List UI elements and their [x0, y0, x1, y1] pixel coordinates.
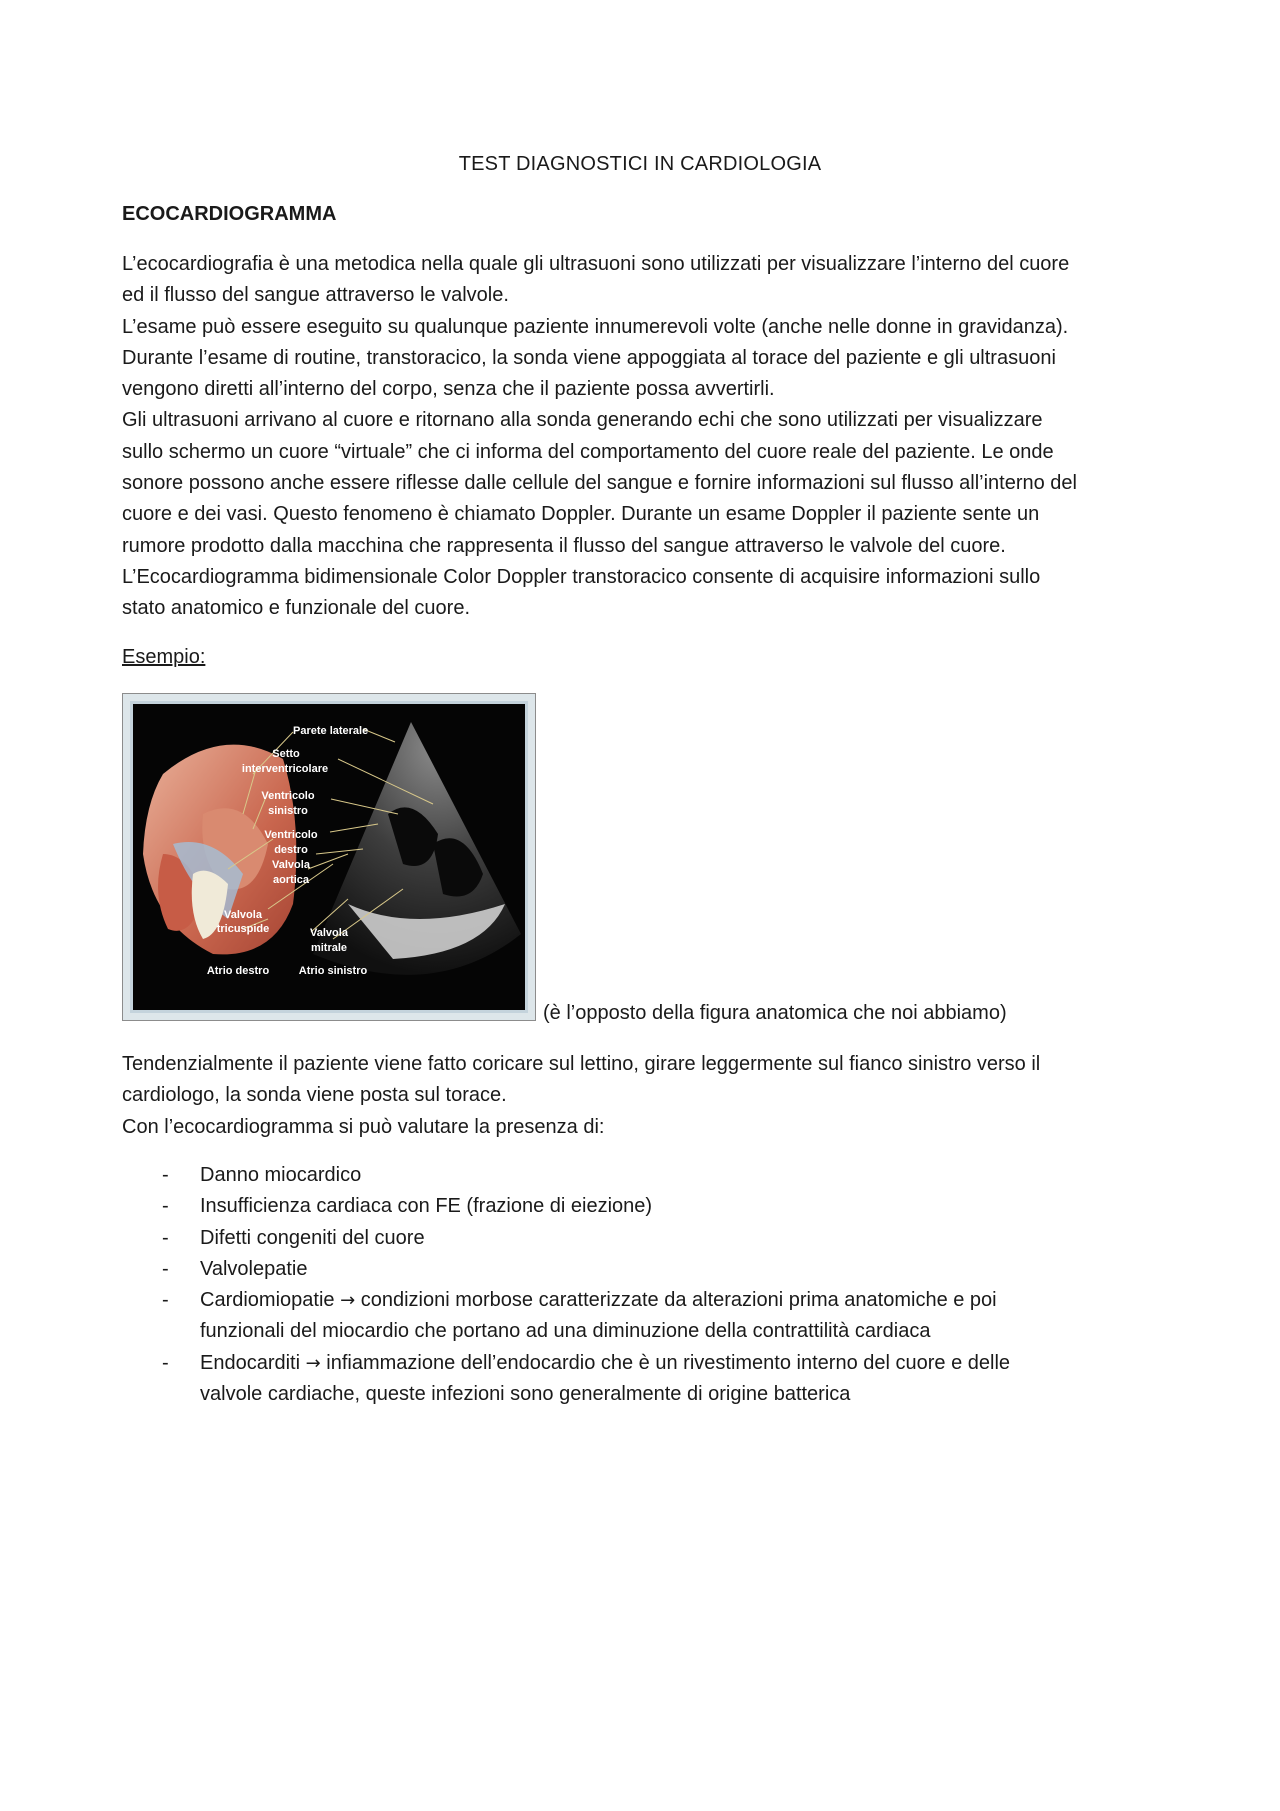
bullet-dash: -: [162, 1257, 169, 1280]
section-heading: ECOCARDIOGRAMMA: [122, 203, 337, 225]
text-line: L’ecocardiografia è una metodica nella quale gli ultrasuoni sono utilizzati per visualizzare l’interno del cuore: [122, 253, 1070, 275]
label-parete-laterale: Parete laterale: [293, 725, 369, 737]
label-valvola-mitrale: Valvola: [310, 927, 348, 939]
list-item-text: Danno miocardico: [200, 1164, 362, 1186]
list-item: [122, 1285, 1172, 1348]
list-item-text: valvole cardiache, queste infezioni sono generalmente di origine batterica: [200, 1383, 851, 1406]
list-item-term: Cardiomiopatie: [200, 1289, 335, 1312]
intro-paragraph: [122, 249, 1172, 625]
after-figure-paragraph: [122, 1049, 1172, 1143]
label-valvola-tricuspide: Valvola: [224, 909, 262, 921]
text-line: Gli ultrasuoni arrivano al cuore e ritornano alla sonda generando echi che sono utilizzati per visualizzare: [122, 409, 1043, 432]
list-item: [122, 1348, 1172, 1411]
arrow-icon: →: [305, 1352, 321, 1374]
list-item: [122, 1160, 1172, 1191]
label-ventricolo-destro: Ventricolo: [264, 829, 318, 841]
bullet-dash: -: [162, 1164, 169, 1186]
text-line: stato anatomico e funzionale del cuore.: [122, 597, 470, 620]
heart-echo-illustration: [133, 704, 525, 1010]
label-setto: Setto: [272, 748, 300, 760]
list-item-text: Insufficienza cardiaca con FE (frazione di eiezione): [200, 1195, 653, 1218]
example-label: Esempio:: [122, 646, 206, 668]
text-line: L’Ecocardiogramma bidimensionale Color Doppler transtoracico consente di acquisire informazioni sullo: [122, 565, 1041, 588]
figure-caption: (è l’opposto della figura anatomica che noi abbiamo): [543, 1002, 1007, 1024]
list-item-term: Endocarditi: [200, 1351, 301, 1374]
label-tricuspide: tricuspide: [216, 923, 270, 935]
list-item-text: Difetti congeniti del cuore: [200, 1226, 425, 1249]
text-line: L’esame può essere eseguito su qualunque paziente innumerevoli volte (anche nelle donne in gravidanza).: [122, 315, 1069, 338]
text-line: ed il flusso del sangue attraverso le valvole.: [122, 284, 509, 307]
document-title: TEST DIAGNOSTICI IN CARDIOLOGIA: [458, 153, 822, 175]
list-item-text: funzionali del miocardio che portano ad una diminuzione della contrattilità cardiaca: [200, 1320, 931, 1343]
text-line: vengono diretti all’interno del corpo, senza che il paziente possa avvertirli.: [122, 378, 775, 401]
text-line: sonore possono anche essere riflesse dalle cellule del sangue e fornire informazioni sul flusso all’interno del: [122, 472, 1077, 495]
text-line: cuore e dei vasi. Questo fenomeno è chiamato Doppler. Durante un esame Doppler il paziente sente un: [122, 503, 1040, 526]
label-atrio-destro: Atrio destro: [206, 965, 270, 977]
list-item-text: infiammazione dell’endocardio che è un rivestimento interno del cuore e delle: [326, 1351, 1011, 1374]
label-sinistro: sinistro: [268, 805, 308, 817]
text-line: cardiologo, la sonda viene posta sul torace.: [122, 1084, 507, 1107]
bullet-dash: -: [162, 1195, 169, 1218]
figure-image: [130, 701, 528, 1013]
label-interventricolare: interventricolare: [241, 763, 329, 775]
list-item: [122, 1191, 1172, 1222]
bullet-dash: -: [162, 1289, 169, 1312]
list-item: [122, 1223, 1172, 1254]
bullet-dash: -: [162, 1351, 169, 1374]
list-item-text: Valvolepatie: [200, 1257, 308, 1280]
arrow-icon: →: [340, 1290, 356, 1312]
text-line: Tendenzialmente il paziente viene fatto coricare sul lettino, girare leggermente sul fianco sinistro verso il: [122, 1053, 1041, 1075]
text-line: Con l’ecocardiogramma si può valutare la presenza di:: [122, 1115, 605, 1138]
label-valvola-aortica: Valvola: [272, 859, 310, 871]
list-item: [122, 1254, 1172, 1285]
bullet-dash: -: [162, 1226, 169, 1249]
text-line: sullo schermo un cuore “virtuale” che ci informa del comportamento del cuore reale del paziente. Le onde: [122, 440, 1054, 463]
findings-list: [122, 1160, 1172, 1410]
label-ventricolo-sinistro: Ventricolo: [261, 790, 315, 802]
echocardiogram-figure: [122, 693, 536, 1021]
label-atrio-sinistro: Atrio sinistro: [298, 965, 368, 977]
list-item-text: condizioni morbose caratterizzate da alterazioni prima anatomiche e poi: [360, 1289, 997, 1312]
label-aortica: aortica: [272, 874, 310, 886]
text-line: rumore prodotto dalla macchina che rappresenta il flusso del sangue attraverso le valvole del cuore.: [122, 534, 1006, 557]
label-mitrale: mitrale: [310, 942, 348, 954]
label-destro: destro: [274, 844, 308, 856]
text-line: Durante l’esame di routine, transtoracico, la sonda viene appoggiata al torace del paziente e gli ultrasuoni: [122, 346, 1056, 369]
